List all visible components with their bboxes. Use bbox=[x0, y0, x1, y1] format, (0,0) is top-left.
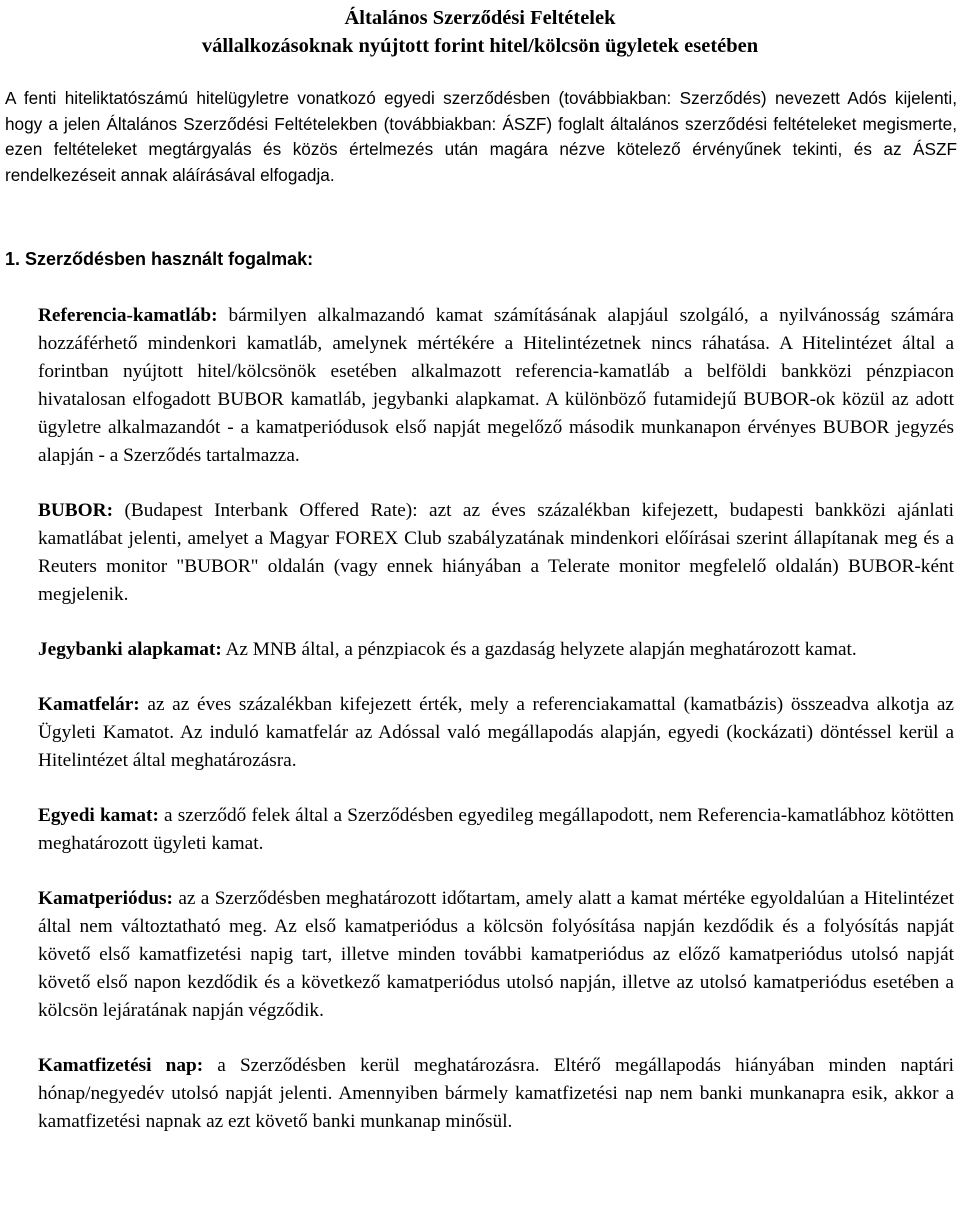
definition-jegybanki-alapkamat bbox=[38, 636, 954, 664]
definition-bubor bbox=[38, 497, 954, 609]
definition-term: Kamatfizetési nap: bbox=[38, 1055, 204, 1076]
definition-text: a szerződő felek által a Szerződésben egyedileg megállapodott, nem Referencia-kamatlábhoz kötötten meghatározott ügyleti kamat. bbox=[38, 805, 954, 854]
definition-kamatfizetesi-nap bbox=[38, 1052, 954, 1136]
definition-term: Egyedi kamat: bbox=[38, 805, 159, 826]
definition-kamatperiodus bbox=[38, 885, 954, 1025]
definition-text: Az MNB által, a pénzpiacok és a gazdaság helyzete alapján meghatározott kamat. bbox=[221, 639, 857, 660]
definition-term: Jegybanki alapkamat: bbox=[38, 639, 222, 660]
definition-text: a Szerződésben kerül meghatározásra. Eltérő megállapodás hiányában minden naptári hónap/negyedév utolsó napját jelenti. Amennyiben bármely kamatfizetési nap nem banki munkanapra esik, akkor a kamatfizetési napnak az ezt követő banki munkanap minősül. bbox=[38, 1055, 954, 1132]
definition-text: bármilyen alkalmazandó kamat számításának alapjául szolgáló, a nyilvánosság számára hozzáférhető mindenkori kamatláb, amelynek mértékére a Hitelintézetnek nincs ráhatása. A Hitelintézet által a forintban nyújtott hitel/kölcsönök esetében alkalmazott referencia-kamatláb a belföldi bankközi pénzpiacon hivatalosan elfogadott BUBOR kamatláb, jegybanki alapkamat. A különböző futamidejű BUBOR-ok közül az adott ügyletre alkalmazandót - a kamatperiódusok első napját megelőző második munkanapon érvényes BUBOR jegyzés alapján - a Szerződés tartalmazza. bbox=[38, 305, 954, 466]
definition-term: Referencia-kamatláb: bbox=[38, 305, 218, 326]
section-heading: 1. Szerződésben használt fogalmak: bbox=[5, 249, 314, 269]
definition-referencia-kamatlab bbox=[38, 302, 954, 470]
definition-term: Kamatperiódus: bbox=[38, 888, 173, 909]
definition-term: Kamatfelár: bbox=[38, 694, 140, 715]
definition-egyedi-kamat bbox=[38, 802, 954, 858]
intro-paragraph: A fenti hiteliktatószámú hitelügyletre vonatkozó egyedi szerződésben (továbbiakban: Szerződés) nevezett Adós kijelenti, hogy a jelen Általános Szerződési Feltételekben (továbbiakban: ÁSZF) foglalt általános szerződési feltételeket megismerte, ezen feltételeket megtárgyalás és közös értelmezés után magára nézve kötelező érvényűnek tekinti, és az ÁSZF rendelkezéseit annak aláírásával elfogadja. bbox=[5, 88, 957, 185]
definition-text: az az éves százalékban kifejezett érték, mely a referenciakamattal (kamatbázis) összeadva alkotja az Ügyleti Kamatot. Az induló kamatfelár az Adóssal való megállapodás alapján, egyedi (kockázati) döntéssel kerül a Hitelintézet által meghatározásra. bbox=[38, 694, 954, 771]
document-title-block bbox=[0, 4, 960, 60]
document-title: Általános Szerződési Feltételek bbox=[344, 7, 616, 29]
document-subtitle: vállalkozásoknak nyújtott forint hitel/kölcsön ügyletek esetében bbox=[201, 35, 759, 57]
definition-term: BUBOR: bbox=[38, 500, 113, 521]
definitions-list bbox=[38, 302, 954, 1163]
definition-text: (Budapest Interbank Offered Rate): azt az éves százalékban kifejezett, budapesti bankközi ajánlati kamatlábat jelenti, amelyet a Magyar FOREX Club szabályzatának mindenkori előírásai szerint állapítanak meg és a Reuters monitor "BUBOR" oldalán (vagy ennek hiányában a Telerate monitor megfelelő oldalán) BUBOR-ként megjelenik. bbox=[38, 500, 954, 605]
definition-text: az a Szerződésben meghatározott időtartam, amely alatt a kamat mértéke egyoldalúan a Hitelintézet által nem változtatható meg. Az első kamatperiódus a kölcsön folyósítása napján kezdődik és a folyósítás napját követő első kamatfizetési napig tart, illetve minden további kamatperiódus az előző kamatperiódus utolsó napját követő első napon kezdődik és a következő kamatperiódus utolsó napján, illetve az utolsó kamatperiódus esetében a kölcsön lejáratának napján végződik. bbox=[38, 888, 954, 1021]
definition-kamatfelar bbox=[38, 691, 954, 775]
